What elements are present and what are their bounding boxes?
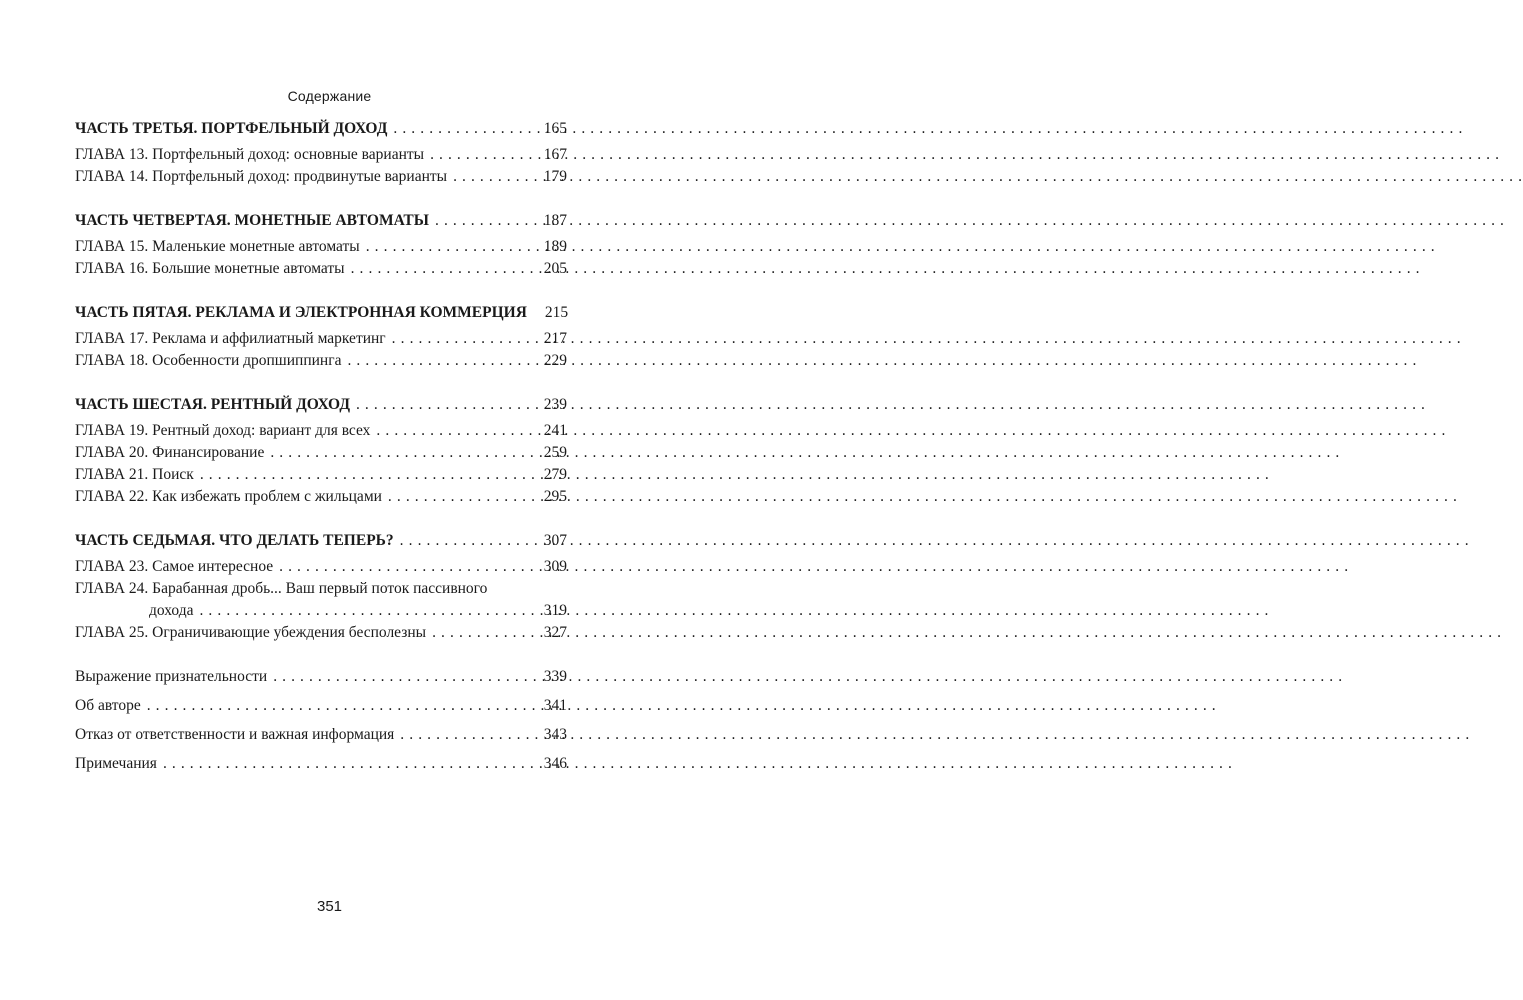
page-number: 309	[543, 558, 567, 575]
toc-acknowledgements[interactable]	[75, 666, 567, 688]
dot-leader	[400, 724, 539, 746]
toc-part-heading[interactable]	[75, 118, 567, 140]
dot-leader	[388, 486, 540, 508]
page-number: 339	[543, 668, 567, 685]
dot-leader	[430, 144, 540, 166]
toc-part-heading[interactable]	[75, 394, 567, 416]
dot-leader	[273, 666, 540, 688]
chapter-title: ГЛАВА 16. Большие монетные автоматы	[75, 260, 345, 277]
page-number: 343	[543, 726, 567, 743]
toc-disclaimer[interactable]	[75, 724, 567, 746]
chapter-title: ГЛАВА 23. Самое интересное	[75, 558, 274, 575]
chapter-title: ГЛАВА 18. Особенности дропшиппинга	[75, 352, 342, 369]
page-number: 307	[543, 532, 567, 549]
page-number: 189	[543, 238, 567, 255]
page-number: 239	[543, 396, 567, 413]
dot-leader	[347, 350, 539, 372]
page-number: 259	[543, 444, 567, 461]
toc-chapter-15[interactable]	[75, 236, 567, 258]
toc-chapter-17[interactable]	[75, 328, 567, 350]
page-number: 346	[543, 755, 567, 772]
dot-leader	[453, 166, 540, 188]
entry-title: Отказ от ответственности и важная информация	[75, 726, 395, 743]
part-title: ЧАСТЬ ПЯТАЯ. РЕКЛАМА И ЭЛЕКТРОННАЯ КОММЕРЦИЯ	[75, 304, 527, 321]
dot-leader	[366, 236, 540, 258]
page-number: 187	[543, 212, 567, 229]
toc-chapter-18[interactable]	[75, 350, 567, 372]
chapter-title: ГЛАВА 19. Рентный доход: вариант для всех	[75, 422, 371, 439]
toc-chapter-25[interactable]	[75, 622, 567, 644]
page-number: 241	[543, 422, 567, 439]
toc-chapter-16[interactable]	[75, 258, 567, 280]
table-of-contents	[75, 118, 567, 782]
toc-chapter-20[interactable]	[75, 442, 567, 464]
chapter-title: ГЛАВА 25. Ограничивающие убеждения бесполезны	[75, 624, 427, 641]
page-number: 295	[543, 488, 567, 505]
dot-leader	[435, 210, 540, 232]
page-number: 217	[543, 330, 567, 347]
folio-page-number: 351	[316, 898, 343, 915]
dot-leader	[393, 118, 539, 140]
chapter-title: ГЛАВА 13. Портфельный доход: основные варианты	[75, 146, 425, 163]
part-title: ЧАСТЬ ТРЕТЬЯ. ПОРТФЕЛЬНЫЙ ДОХОД	[75, 120, 388, 137]
dot-leader	[270, 442, 539, 464]
toc-chapter-13[interactable]	[75, 144, 567, 166]
dot-leader	[356, 394, 540, 416]
dot-leader	[392, 328, 540, 350]
dot-leader	[432, 622, 540, 644]
page-number: 327	[543, 624, 567, 641]
dot-leader	[376, 420, 539, 442]
page-number: 319	[543, 602, 567, 619]
page-number: 279	[543, 466, 567, 483]
toc-chapter-14[interactable]	[75, 166, 567, 188]
chapter-title: ГЛАВА 14. Портфельный доход: продвинутые варианты	[75, 168, 448, 185]
page-number: 341	[543, 697, 567, 714]
toc-part-7	[75, 530, 567, 644]
toc-notes[interactable]	[75, 753, 567, 775]
chapter-title: ГЛАВА 24. Барабанная дробь... Ваш первый поток пассивного	[75, 580, 488, 597]
chapter-title: ГЛАВА 17. Реклама и аффилиатный маркетинг	[75, 330, 386, 347]
dot-leader	[279, 556, 540, 578]
toc-chapter-22[interactable]	[75, 486, 567, 508]
entry-title: Об авторе	[75, 697, 141, 714]
entry-title: Выражение признательности	[75, 668, 268, 685]
chapter-title-continuation	[75, 600, 567, 622]
dot-leader	[400, 530, 540, 552]
dot-leader	[200, 464, 540, 486]
toc-chapter-21[interactable]	[75, 464, 567, 486]
toc-chapter-24[interactable]	[75, 578, 567, 622]
dot-leader	[199, 600, 539, 622]
page-number: 167	[543, 146, 567, 163]
dot-leader	[351, 258, 540, 280]
page-number: 165	[543, 120, 567, 137]
toc-part-heading[interactable]	[75, 530, 567, 552]
part-title: ЧАСТЬ ШЕСТАЯ. РЕНТНЫЙ ДОХОД	[75, 396, 350, 413]
toc-back-matter	[75, 666, 567, 775]
toc-part-heading[interactable]	[75, 302, 567, 324]
page-number: 205	[543, 260, 567, 277]
toc-chapter-23[interactable]	[75, 556, 567, 578]
toc-part-5	[75, 302, 567, 372]
part-title: ЧАСТЬ СЕДЬМАЯ. ЧТО ДЕЛАТЬ ТЕПЕРЬ?	[75, 532, 394, 549]
page-number: 229	[543, 352, 567, 369]
chapter-title: ГЛАВА 22. Как избежать проблем с жильцами	[75, 488, 382, 505]
toc-part-6	[75, 394, 567, 508]
entry-title: Примечания	[75, 755, 157, 772]
toc-part-4	[75, 210, 567, 280]
page-number: 215	[544, 304, 569, 321]
toc-part-heading[interactable]	[75, 210, 567, 232]
chapter-title-line2: дохода	[149, 602, 194, 619]
running-head: Содержание	[287, 88, 372, 104]
part-title: ЧАСТЬ ЧЕТВЕРТАЯ. МОНЕТНЫЕ АВТОМАТЫ	[75, 212, 429, 229]
page-number: 179	[543, 168, 567, 185]
dot-leader	[163, 753, 540, 775]
chapter-title: ГЛАВА 15. Маленькие монетные автоматы	[75, 238, 360, 255]
toc-about-author[interactable]	[75, 695, 567, 717]
chapter-title: ГЛАВА 20. Финансирование	[75, 444, 265, 461]
toc-chapter-19[interactable]	[75, 420, 567, 442]
chapter-title: ГЛАВА 21. Поиск	[75, 466, 194, 483]
dot-leader	[147, 695, 540, 717]
toc-part-3	[75, 118, 567, 188]
